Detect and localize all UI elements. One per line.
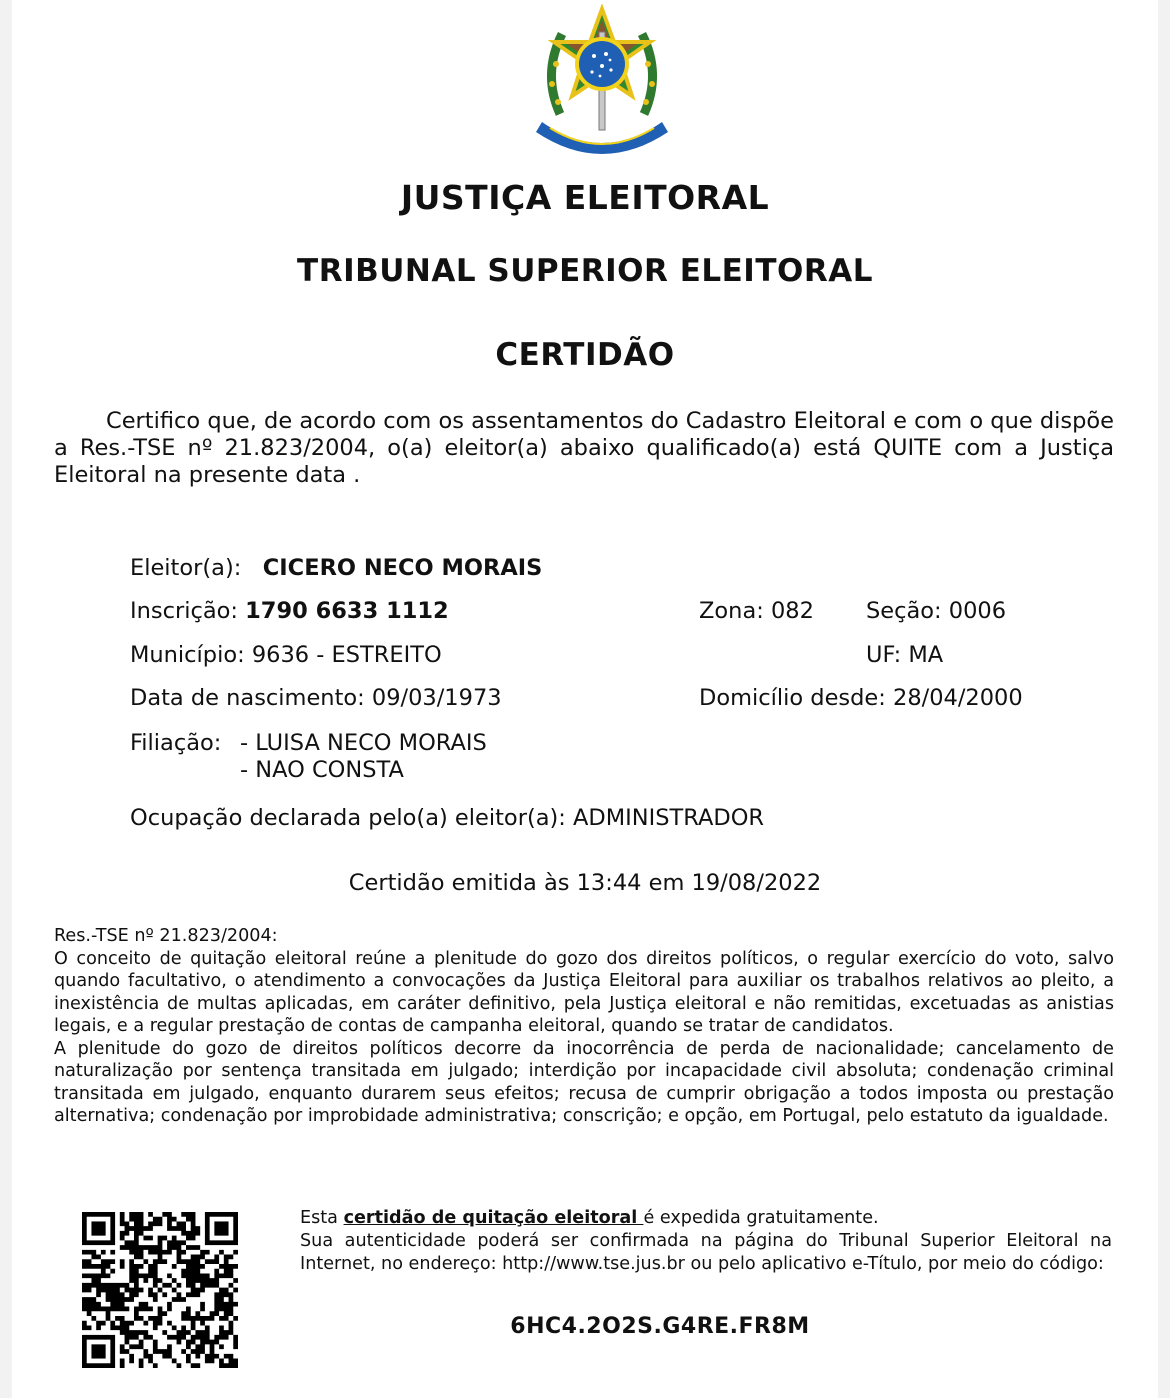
footer-post: é expedida gratuitamente. — [643, 1208, 879, 1228]
header-justica-eleitoral: JUSTIÇA ELEITORAL — [400, 178, 770, 217]
voter-name-row — [130, 555, 542, 582]
legal-paragraph-2: A plenitude do gozo de direitos políticos decorre da inocorrência de perda de nacionalidade; cancelamento de naturalização por sentença transitada em julgado; interdição por incapacidade civil absoluta; condenação criminal transitada em julgado, enquanto durarem seus efeitos; recusa de cumprir obrigação a todos imposta ou prestação alternativa; condenação por improbidade administrativa; conscrição; e opção, em Portugal, pelo estatuto da igualdade. — [54, 1038, 1114, 1126]
voter-name-label: Eleitor(a): — [130, 555, 242, 581]
footer-line-1 — [300, 1207, 1112, 1230]
domicilio-desde: Domicílio desde: 28/04/2000 — [699, 685, 1023, 711]
document-title: CERTIDÃO — [495, 337, 675, 373]
inscricao-number: 1790 6633 1112 — [245, 598, 449, 624]
legal-heading: Res.-TSE nº 21.823/2004: — [54, 926, 278, 946]
secao: Seção: 0006 — [866, 598, 1007, 624]
ocupacao: Ocupação declarada pelo(a) eleitor(a): ADMINISTRADOR — [130, 805, 765, 831]
municipio: Município: 9636 - ESTREITO — [130, 642, 442, 668]
filiacao-1: - LUISA NECO MORAIS — [240, 730, 487, 756]
footer-line-2: Sua autenticidade poderá ser confirmada na página do Tribunal Superior Eleitoral na Internet, no endereço: http://www.tse.jus.br ou pelo aplicativo e-Título, por meio do código: — [300, 1231, 1112, 1274]
legal-paragraph-1: O conceito de quitação eleitoral reúne a plenitude do gozo dos direitos políticos, o regular exercício do voto, salvo quando facultativo, o atendimento a convocações da Justiça Eleitoral para auxiliar os trabalhos relativos ao pleito, a inexistência de multas aplicadas, em caráter definitivo, pela Justiça eleitoral e não remitidas, excetuadas as anistias legais, e a regular prestação de contas de campanha eleitoral, quando se tratar de candidatos. — [54, 948, 1114, 1036]
voter-name: CICERO NECO MORAIS — [262, 555, 543, 581]
inscricao-label: Inscrição: — [130, 598, 238, 624]
certidao-link[interactable]: certidão de quitação eleitoral — [343, 1208, 644, 1228]
emission-timestamp: Certidão emitida às 13:44 em 19/08/2022 — [348, 870, 822, 896]
footer-pre: Esta — [300, 1208, 344, 1228]
verification-code: 6HC4.2O2S.G4RE.FR8M — [510, 1314, 810, 1339]
filiacao-label: Filiação: — [130, 730, 222, 756]
authenticity-note — [300, 1207, 1112, 1276]
filiacao-2: - NAO CONSTA — [240, 757, 404, 783]
brazil-coat-of-arms-icon — [522, 4, 682, 154]
qr-code-icon — [82, 1212, 238, 1368]
header-tribunal: TRIBUNAL SUPERIOR ELEITORAL — [297, 253, 873, 289]
certification-statement: Certifico que, de acordo com os assentamentos do Cadastro Eleitoral e com o que dispõe a Res.-TSE nº 21.823/2004, o(a) eleitor(a) abaixo qualificado(a) está QUITE com a Justiça Eleitoral na presente data . — [54, 408, 1114, 488]
legal-notice — [54, 925, 1114, 1128]
zona: Zona: 082 — [699, 598, 814, 624]
data-nascimento: Data de nascimento: 09/03/1973 — [130, 685, 502, 711]
inscricao-row — [130, 598, 449, 625]
certificate-page — [12, 0, 1158, 1398]
uf: UF: MA — [866, 642, 944, 668]
